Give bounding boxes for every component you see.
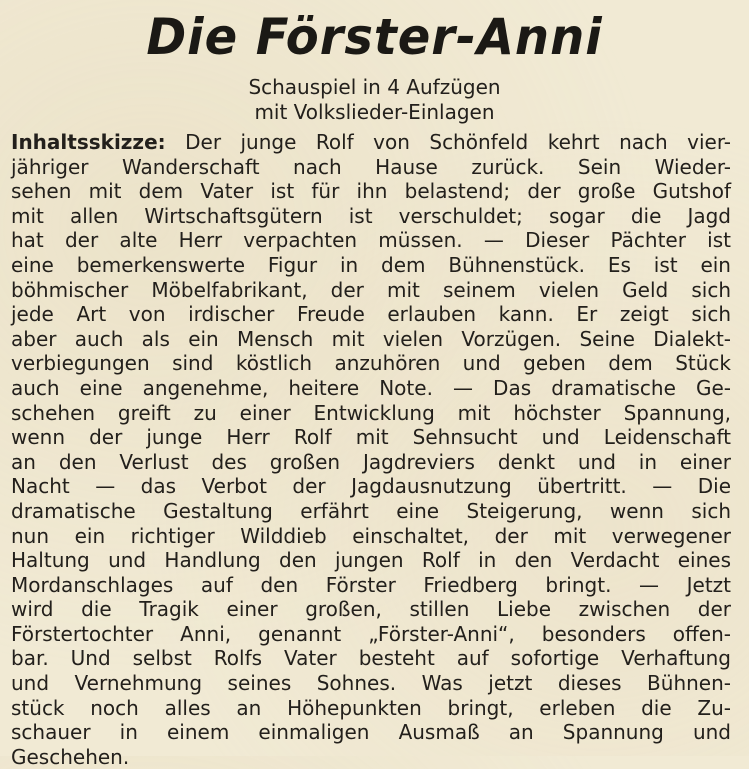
text-line: Geschehen. — [11, 744, 130, 769]
text-line: auch eine angenehme, heitere Note. — Das dramatische Ge- — [11, 375, 731, 400]
text-line: Haltung und Handlung den jungen Rolf in den Verdacht eines — [11, 548, 731, 573]
text-line: sehen mit dem Vater ist für ihn belastend; der große Gutshof — [11, 179, 731, 204]
text-line: eine bemerkenswerte Figur in dem Bühnenstück. Es ist ein — [11, 252, 731, 277]
text-line: böhmischer Möbelfabrikant, der mit seinem vielen Geld sich — [11, 277, 731, 302]
text-line: verbiegungen sind köstlich anzuhören und geben dem Stück — [11, 351, 731, 376]
synopsis-label: Inhaltsskizze: — [11, 130, 166, 154]
text-line: Nacht — das Verbot der Jagdausnutzung übertritt. — Die — [11, 474, 731, 499]
text-line: an den Verlust des großen Jagdreviers denkt und in einer — [11, 449, 731, 474]
text-line — [11, 130, 731, 155]
text-line: aber auch als ein Mensch mit vielen Vorzügen. Seine Dialekt- — [11, 326, 731, 351]
text-line: bar. Und selbst Rolfs Vater besteht auf sofortige Verhaftung — [11, 646, 731, 671]
text-line: wenn der junge Herr Rolf mit Sehnsucht und Leidenschaft — [11, 425, 731, 450]
synopsis-paragraph — [11, 130, 731, 769]
subtitle-line-2: mit Volkslieder-Einlagen — [254, 100, 495, 124]
text-line: Förstertochter Anni, genannt „Förster-Anni“, besonders offen- — [11, 621, 731, 646]
text-line: hat der alte Herr verpachten müssen. — Dieser Pächter ist — [11, 228, 731, 253]
text-line: jähriger Wanderschaft nach Hause zurück. Sein Wieder- — [11, 154, 731, 179]
text-line: stück noch alles an Höhepunkten bringt, erleben die Zu- — [11, 695, 731, 720]
text-line: mit allen Wirtschaftsgütern ist verschuldet; sogar die Jagd — [11, 203, 731, 228]
text-line: dramatische Gestaltung erfährt eine Steigerung, wenn sich — [11, 498, 731, 523]
text-line: und Vernehmung seines Sohnes. Was jetzt dieses Bühnen- — [11, 671, 731, 696]
document-title: Die Förster-Anni — [146, 8, 603, 66]
text-line: schauer in einem einmaligen Ausmaß an Spannung und — [11, 720, 731, 745]
text-line: Mordanschlages auf den Förster Friedberg bringt. — Jetzt — [11, 572, 731, 597]
text-line: wird die Tragik einer großen, stillen Liebe zwischen der — [11, 597, 731, 622]
text-line: schehen greift zu einer Entwicklung mit höchster Spannung, — [11, 400, 731, 425]
text-line: nun ein richtiger Wilddieb einschaltet, der mit verwegener — [11, 523, 731, 548]
text-line: jede Art von irdischer Freude erlauben kann. Er zeigt sich — [11, 302, 731, 327]
subtitle-line-1: Schauspiel in 4 Aufzügen — [248, 75, 501, 99]
text-line-content: Der junge Rolf von Schönfeld kehrt nach vier- — [185, 130, 732, 154]
